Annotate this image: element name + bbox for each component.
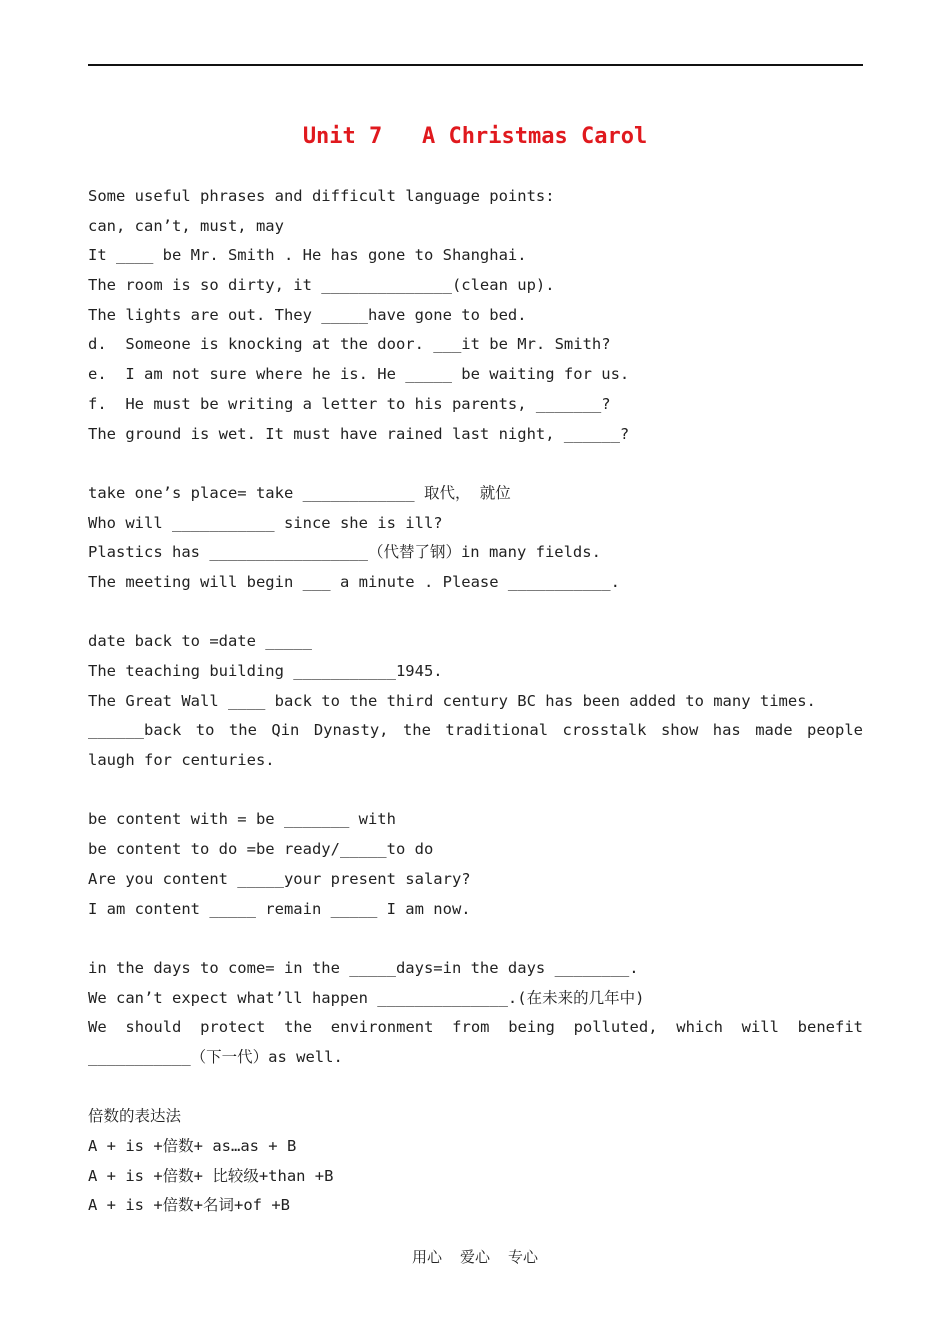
text-line: The meeting will begin ___ a minute . Please ___________. — [88, 572, 620, 591]
blank-line — [88, 924, 863, 954]
text-line: The Great Wall ____ back to the third century BC has been added to many times. — [88, 691, 816, 710]
text-line: A + is +倍数+ 比较级+than +B — [88, 1166, 334, 1185]
blank-line — [88, 1073, 863, 1103]
text-line: ______back to the Qin Dynasty, the traditional crosstalk show has made people — [88, 721, 863, 740]
text-line: The room is so dirty, it ______________(clean up). — [88, 276, 555, 295]
text-line: laugh for centuries. — [88, 751, 275, 770]
text-line: e. I am not sure where he is. He _____ be waiting for us. — [88, 365, 630, 384]
blank-line — [88, 449, 863, 479]
blank-line — [88, 776, 863, 806]
text-line: A + is +倍数+ as…as + B — [88, 1137, 297, 1155]
page-footer: 用心 爱心 专心 — [411, 1248, 539, 1266]
text-line: A + is +倍数+名词+of +B — [88, 1196, 290, 1215]
document-body — [88, 182, 863, 1221]
text-line: take one’s place= take ____________ 取代， 就位 — [88, 483, 511, 502]
text-line: d. Someone is knocking at the door. ___it be Mr. Smith? — [88, 335, 611, 354]
text-line: We should protect the environment from being polluted, which will benefit — [88, 1018, 863, 1037]
text-line: be content to do =be ready/_____to do — [88, 840, 434, 859]
text-line: be content with = be _______ with — [88, 810, 396, 829]
text-line: The ground is wet. It must have rained last night, ______? — [88, 424, 630, 443]
header-rule — [88, 64, 863, 66]
text-line: Plastics has _________________（代替了钢）in many fields. — [88, 543, 601, 562]
text-line: We can’t expect what’ll happen ______________.(在未来的几年中) — [88, 988, 645, 1007]
text-line: in the days to come= in the _____days=in the days ________. — [88, 958, 639, 977]
text-line: The teaching building ___________1945. — [88, 662, 443, 680]
text-line: It ____ be Mr. Smith . He has gone to Shanghai. — [88, 246, 527, 265]
blank-line — [88, 598, 863, 628]
text-line: date back to =date _____ — [88, 632, 312, 651]
text-line: Are you content _____your present salary? — [88, 869, 471, 888]
text-line: I am content _____ remain _____ I am now. — [88, 899, 471, 918]
page-title: Unit 7 A Christmas Carol — [302, 124, 648, 149]
text-line: 倍数的表达法 — [88, 1107, 182, 1126]
text-line: Some useful phrases and difficult language points: — [88, 187, 555, 205]
text-line: The lights are out. They _____have gone to bed. — [88, 305, 527, 324]
text-line: ___________（下一代）as well. — [88, 1047, 343, 1066]
text-line: can, can’t, must, may — [88, 216, 284, 235]
text-line: Who will ___________ since she is ill? — [88, 513, 443, 532]
text-line: f. He must be writing a letter to his parents, _______? — [88, 394, 611, 413]
